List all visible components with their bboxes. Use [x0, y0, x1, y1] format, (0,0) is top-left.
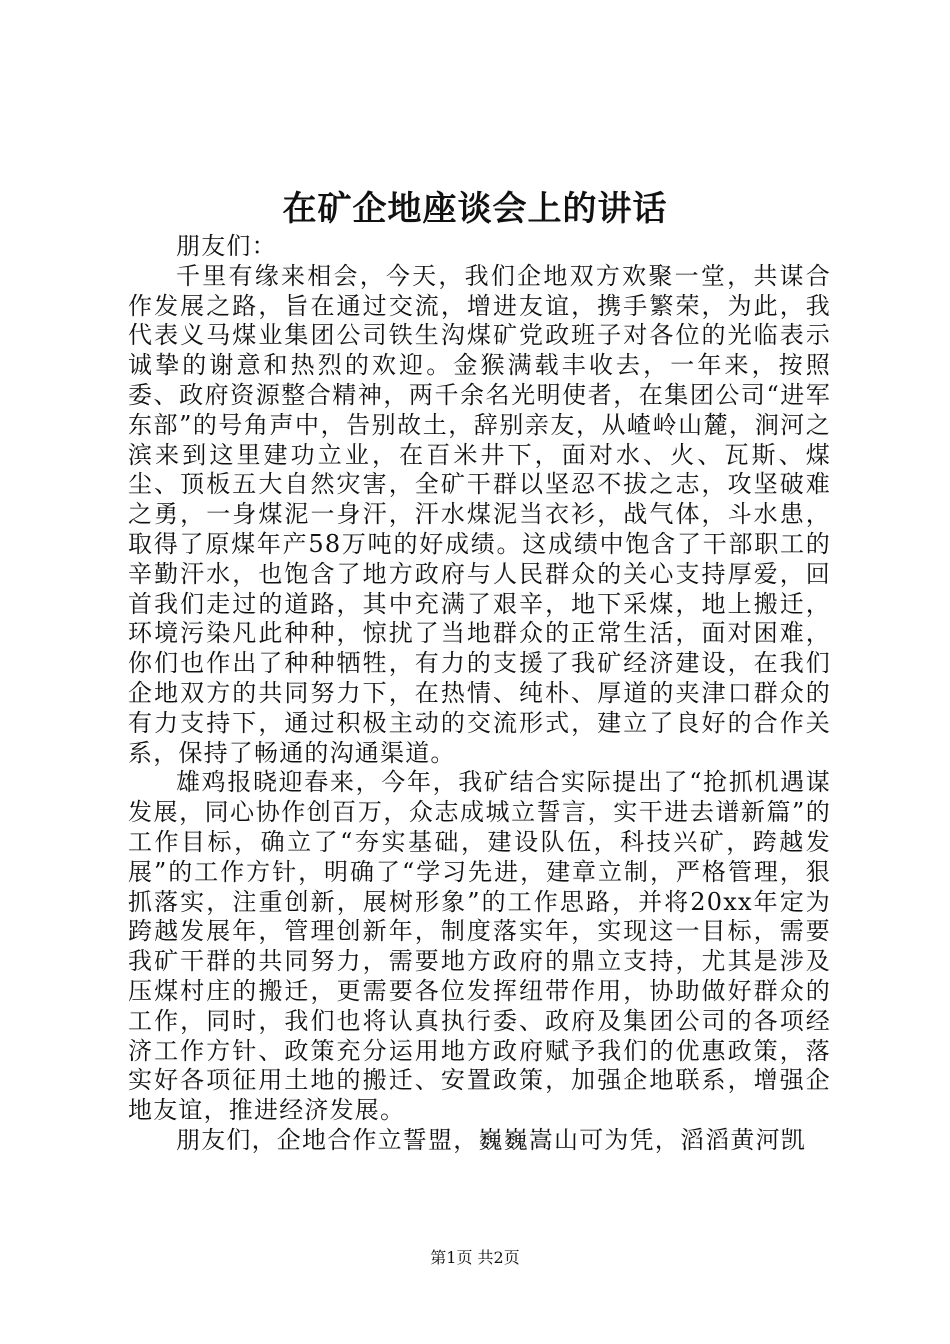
salutation: 朋友们：	[176, 232, 277, 260]
document-title: 在矿企地座谈会上的讲话	[282, 189, 668, 229]
page-total: 共2页	[477, 1248, 520, 1267]
page-footer	[0, 1247, 950, 1269]
paragraph-1: 千里有缘来相会，今天，我们企地双方欢聚一堂，共谋合作发展之路，旨在通过交流，增进友谊，携手繁荣，为此，我代表义马煤业集团公司铁生沟煤矿党政班子对各位的光临表示诚挚的谢意和热烈的欢迎。金猴满载丰收去，一年来，按照委、政府资源整合精神，两千余名光明使者，在集团公司“进军东部”的号角声中，告别故土，辞别亲友，从嵖岭山麓，涧河之滨来到这里建功立业，在百米井下，面对水、火、瓦斯、煤尘、顶板五大自然灾害，全矿干群以坚忍不拔之志，攻坚破难之勇，一身煤泥一身汗，汗水煤泥当衣衫，战气体，斗水患，取得了原煤年产58万吨的好成绩。这成绩中饱含了干部职工的辛勤汗水，也饱含了地方政府与人民群众的关心支持厚爱，回首我们走过的道路，其中充满了艰辛，地下采煤，地上搬迁，环境污染凡此种种，惊扰了当地群众的正常生活，面对困难，你们也作出了种种牺牲，有力的支援了我矿经济建设，在我们企地双方的共同努力下，在热情、纯朴、厚道的夹津口群众的有力支持下，通过积极主动的交流形式，建立了良好的合作关系，保持了畅通的沟通渠道。	[128, 261, 831, 767]
paragraph-3: 朋友们，企地合作立誓盟，巍巍嵩山可为凭，滔滔黄河凯	[176, 1125, 806, 1154]
document-body	[128, 232, 831, 1156]
page-number: 第1页	[430, 1248, 473, 1267]
paragraph-2: 雄鸡报晓迎春来，今年，我矿结合实际提出了“抢抓机遇谋发展，同心协作创百万，众志成城立誓言，实干进去谱新篇”的工作目标，确立了“夯实基础，建设队伍，科技兴矿，跨越发展”的工作方针，明确了“学习先进，建章立制，严格管理，狠抓落实，注重创新，展树形象”的工作思路，并将20xx年定为跨越发展年，管理创新年，制度落实年，实现这一目标，需要我矿干群的共同努力，需要地方政府的鼎立支持，尤其是涉及压煤村庄的搬迁，更需要各位发挥纽带作用，协助做好群众的工作，同时，我们也将认真执行委、政府及集团公司的各项经济工作方针、政策充分运用地方政府赋予我们的优惠政策，落实好各项征用土地的搬迁、安置政策，加强企地联系，增强企地友谊，推进经济发展。	[128, 768, 831, 1125]
